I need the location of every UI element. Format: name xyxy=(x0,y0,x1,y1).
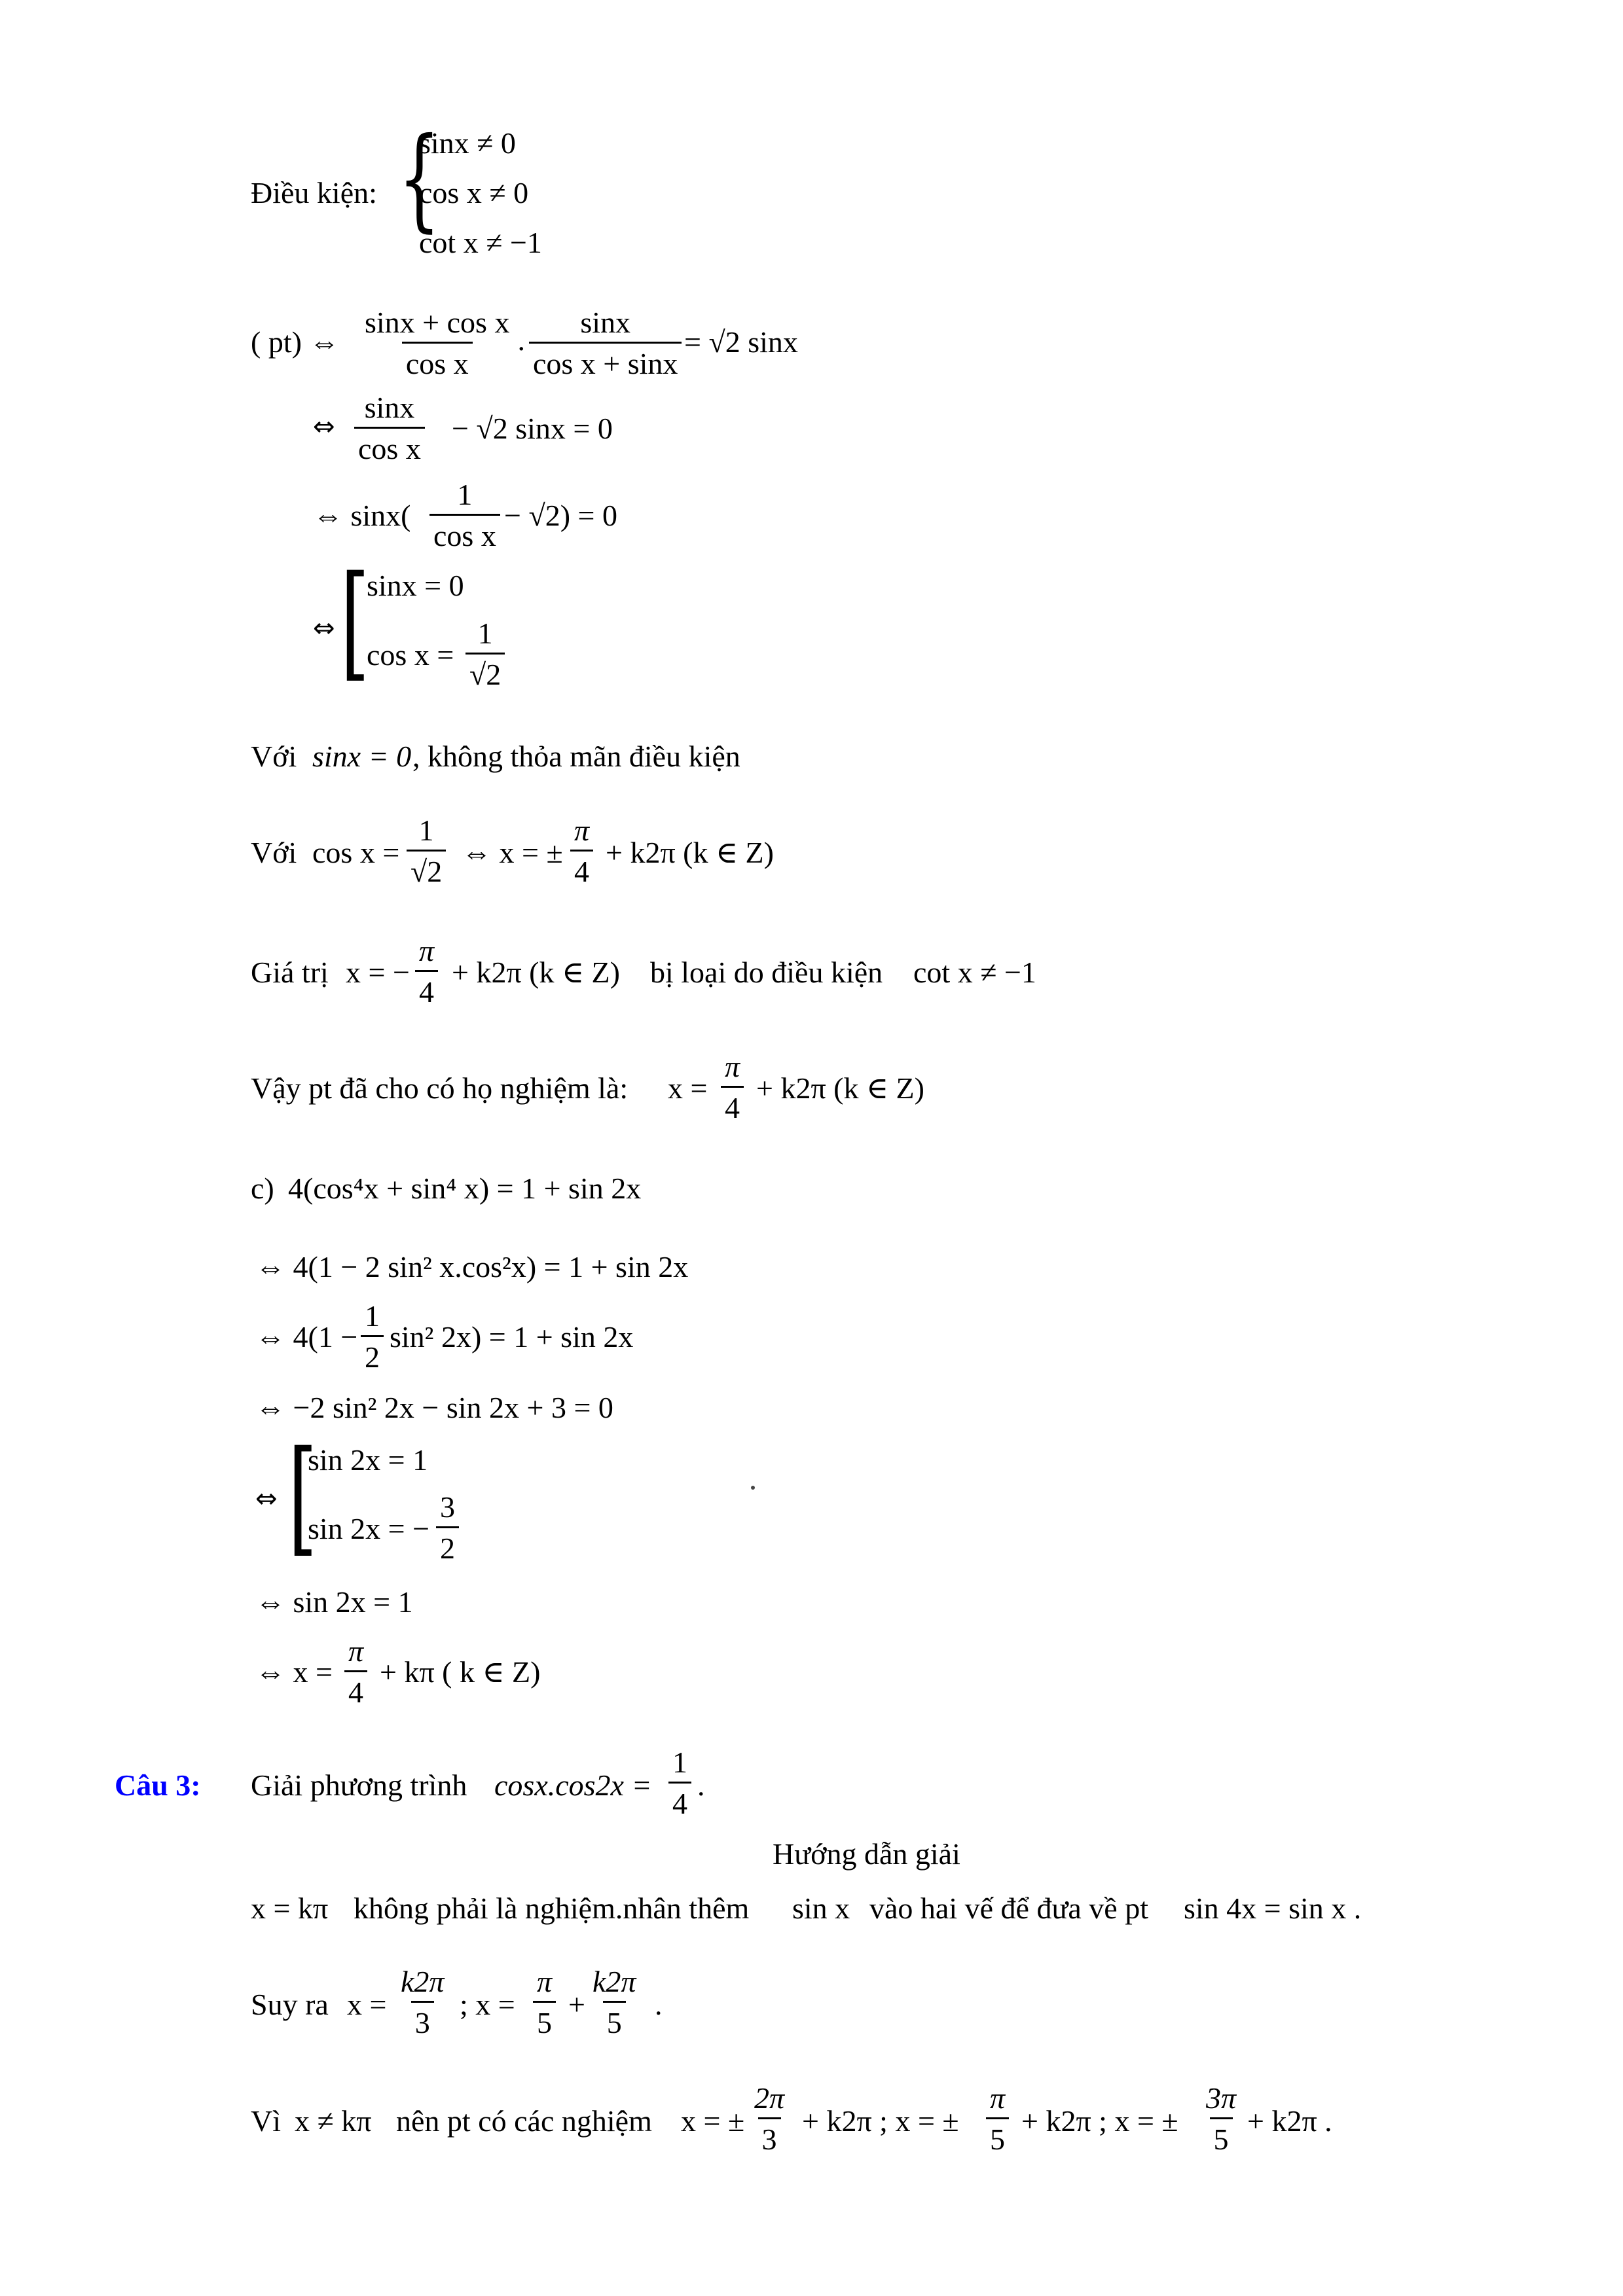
l2-d3: 5 xyxy=(603,2001,626,2038)
sol-line-3-frac-3 xyxy=(1198,2083,1244,2155)
sol-line-3-a: Vì xyxy=(251,2104,281,2138)
conclusion-pre: x = xyxy=(668,1071,708,1105)
s6-den: 4 xyxy=(344,1670,367,1708)
part-c-step-3: ⇔ −2 sin² 2x − sin 2x + 3 = 0 xyxy=(255,1391,613,1424)
step3-num: 1 xyxy=(457,478,473,511)
case-bracket: [ xyxy=(288,1424,318,1569)
case2-num: 1 xyxy=(477,617,493,650)
case-1: sinx = 0 xyxy=(367,569,464,602)
s6-num: π xyxy=(348,1634,364,1668)
l3-n2: π xyxy=(990,2081,1006,2115)
sol-line-3-frac-1 xyxy=(746,2083,792,2155)
sol-line-2-pre: x = xyxy=(347,1988,387,2021)
step3-pre: ⇔ sinx( xyxy=(313,499,411,532)
part-c-step-6-fraction xyxy=(340,1636,371,1708)
voi-2-label: Với xyxy=(251,836,297,869)
part-c-step-1: ⇔ 4(1 − 2 sin² x.cos²x) = 1 + sin 2x xyxy=(255,1250,689,1283)
step2-fraction xyxy=(350,393,429,464)
vay-pi: π xyxy=(725,1050,740,1083)
sol-line-1-d: vào hai vế để đưa về pt xyxy=(869,1892,1148,1925)
pt-f1-den: cos x xyxy=(402,342,473,379)
voi-1-math: sinx = 0 xyxy=(312,740,412,773)
pt-fraction-1: $\frac{\text{sinx + cos x}}{\text{cos x}}$ . $\frac{\sin x}{\text{cos x + sinx}}$ xyxy=(357,308,685,379)
voi2-num: 1 xyxy=(418,814,434,847)
pt-prefix: ( pt) ⇔ xyxy=(251,325,340,359)
sol-line-3-frac-2 xyxy=(982,2083,1013,2155)
voi-2-fraction xyxy=(403,816,450,887)
sol-line-2-a: Suy ra xyxy=(251,1988,329,2021)
sol-line-3-t2: + k2π ; x = ± xyxy=(1021,2104,1178,2138)
vay-four: 4 xyxy=(721,1086,744,1123)
pt-f2-num: sinx xyxy=(580,306,631,339)
l2-d1: 3 xyxy=(411,2001,434,2038)
condition-line-2: cos x ≠ 0 xyxy=(419,176,529,209)
voi-1-label: Với xyxy=(251,740,297,773)
stray-dot xyxy=(751,1486,755,1490)
l3-d3: 5 xyxy=(1210,2117,1233,2155)
s2-num: 1 xyxy=(365,1299,380,1333)
conclusion-fraction xyxy=(717,1052,748,1123)
case-2-pre: cos x = xyxy=(367,638,454,672)
l3-n3: 3π xyxy=(1206,2081,1237,2115)
sol-line-1-c: sin x xyxy=(792,1892,850,1925)
step3-fraction xyxy=(426,480,504,551)
case-bracket: [ xyxy=(340,549,370,694)
part-c-label: c) xyxy=(251,1172,274,1205)
voi-1-text: , không thỏa mãn điều kiện xyxy=(412,740,740,773)
l3-n1: 2π xyxy=(754,2081,785,2115)
l3-d2: 5 xyxy=(986,2117,1009,2155)
gia-tri-cond: cot x ≠ −1 xyxy=(913,956,1036,989)
gt-pi: π xyxy=(419,934,435,967)
gia-tri-pre: x = − xyxy=(346,956,410,989)
equiv-arrow: ⇔ xyxy=(313,613,335,643)
voi2-four: 4 xyxy=(570,850,593,887)
gia-tri-text: bị loại do điều kiện xyxy=(650,956,883,989)
question-3-label: Câu 3: xyxy=(115,1768,201,1802)
q3-num: 1 xyxy=(672,1746,687,1779)
sol-line-2-mid: ; x = xyxy=(460,1988,515,2021)
condition-label: Điều kiện: xyxy=(251,176,377,209)
c2-num: 3 xyxy=(440,1490,455,1524)
condition-brace: { xyxy=(398,114,441,243)
part-c-case-2-fraction xyxy=(432,1492,463,1564)
equiv-arrow: ⇔ xyxy=(313,412,335,442)
sol-line-2-frac-3 xyxy=(585,1967,644,2038)
gt-four: 4 xyxy=(415,970,438,1007)
pt-rhs: = √2 sinx xyxy=(684,325,798,359)
l2-n3: k2π xyxy=(593,1965,636,1998)
step2-rest: − √2 sinx = 0 xyxy=(452,412,613,445)
gia-tri-tail: + k2π (k ∈ Z) xyxy=(452,956,620,989)
sol-line-3-c: nên pt có các nghiệm xyxy=(396,2104,652,2138)
gia-tri-fraction xyxy=(411,936,442,1007)
question-3-text: Giải phương trình xyxy=(251,1768,467,1802)
l2-d2: 5 xyxy=(533,2001,556,2038)
gia-tri-label: Giá trị xyxy=(251,956,329,989)
part-c-step-5: ⇔ sin 2x = 1 xyxy=(255,1585,413,1619)
l2-n1: k2π xyxy=(401,1965,445,1998)
part-c-step-2-tail: sin² 2x) = 1 + sin 2x xyxy=(390,1320,634,1354)
pt-f2-den: cos x + sinx xyxy=(529,342,682,379)
condition-line-3: cot x ≠ −1 xyxy=(419,226,542,259)
solution-heading: Hướng dẫn giải xyxy=(773,1837,960,1871)
question-3-math: cosx.cos2x = xyxy=(494,1768,652,1802)
sol-line-3-t1: + k2π ; x = ± xyxy=(802,2104,959,2138)
conclusion-tail: + k2π (k ∈ Z) xyxy=(756,1071,924,1105)
sol-line-1-e: sin 4x = sin x . xyxy=(1184,1892,1362,1925)
voi-2-pre: cos x = xyxy=(312,836,400,869)
sol-line-3-t3: + k2π . xyxy=(1247,2104,1332,2138)
sol-line-1-a: x = kπ xyxy=(251,1892,329,1925)
c2-den: 2 xyxy=(436,1526,459,1564)
voi2-den: √2 xyxy=(407,850,446,887)
voi2-pi: π xyxy=(574,814,590,847)
conclusion-label: Vậy pt đã cho có họ nghiệm là: xyxy=(251,1071,629,1105)
part-c-equation: 4(cos⁴x + sin⁴ x) = 1 + sin 2x xyxy=(288,1172,642,1205)
part-c-case-1: sin 2x = 1 xyxy=(308,1443,428,1477)
voi-2-mid: ⇔ x = ± xyxy=(462,836,563,869)
voi-2-tail: + k2π (k ∈ Z) xyxy=(606,836,774,869)
step2-num: sinx xyxy=(364,391,415,424)
part-c-case-2-pre: sin 2x = − xyxy=(308,1512,430,1545)
q3-den: 4 xyxy=(668,1782,691,1819)
sol-line-2-frac-2 xyxy=(529,1967,560,2038)
condition-line-1: sinx ≠ 0 xyxy=(419,126,516,160)
question-3-fraction xyxy=(665,1748,695,1819)
case-2-fraction xyxy=(462,619,509,690)
part-c-step-6-pre: ⇔ x = xyxy=(255,1655,333,1689)
step2-den: cos x xyxy=(354,427,425,464)
sol-line-2-plus: + xyxy=(568,1988,585,2021)
pt-f1-num: sinx + cos x xyxy=(365,306,510,339)
sol-line-1-b: không phải là nghiệm.nhân thêm xyxy=(354,1892,750,1925)
sol-line-2-frac-1 xyxy=(393,1967,452,2038)
part-c-step-2-fraction xyxy=(357,1301,388,1372)
sol-line-2-end: . xyxy=(655,1988,663,2021)
equiv-arrow: ⇔ xyxy=(255,1484,278,1514)
part-c-step-6-tail: + kπ ( k ∈ Z) xyxy=(380,1655,541,1689)
s2-den: 2 xyxy=(361,1335,384,1372)
step3-den: cos x xyxy=(429,514,500,551)
voi-2-pi-fraction xyxy=(566,816,597,887)
part-c-step-2-pre: ⇔ 4(1 − xyxy=(255,1320,358,1354)
l2-n2: π xyxy=(537,1965,553,1998)
step3-rest: − √2) = 0 xyxy=(504,499,617,532)
case2-den: √2 xyxy=(465,653,505,690)
sol-line-3-b: x ≠ kπ xyxy=(295,2104,372,2138)
sol-line-3-x1: x = ± xyxy=(681,2104,745,2138)
question-3-end: . xyxy=(697,1768,705,1802)
l3-d1: 3 xyxy=(758,2117,781,2155)
